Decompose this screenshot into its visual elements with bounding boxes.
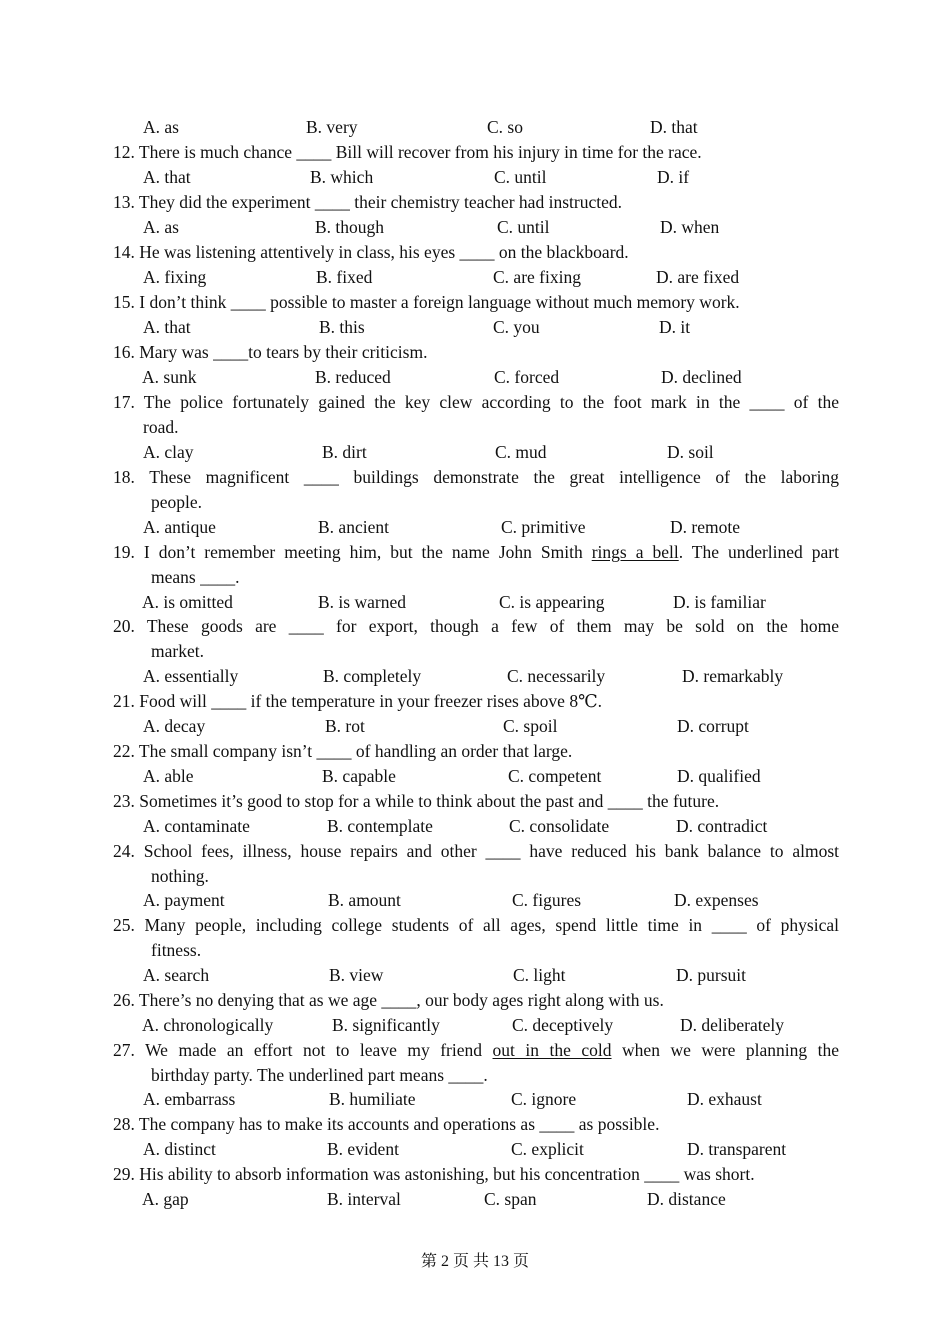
q18-option-d: D. remote (670, 517, 740, 537)
q13-stem: 13. They did the experiment ____ their chemistry teacher had instructed. (113, 192, 622, 212)
q24-option-c: C. figures (512, 890, 582, 910)
q22-stem: 22. The small company isn’t ____ of handling an order that large. (113, 741, 573, 761)
q28-option-d: D. transparent (687, 1139, 787, 1159)
q15-option-b: B. this (319, 317, 365, 337)
q19-underlined-phrase: rings a bell (591, 542, 679, 562)
q27-stem-pre: 27. We made an effort not to leave my friend (113, 1040, 493, 1060)
q27-underlined-phrase: out in the cold (492, 1040, 612, 1060)
q11-option-d: D. that (650, 117, 698, 137)
q11-option-c: C. so (487, 117, 523, 137)
q24-option-b: B. amount (328, 890, 401, 910)
q22-option-a: A. able (143, 766, 194, 786)
q29-option-c: C. span (484, 1189, 537, 1209)
q27-stem (113, 1040, 839, 1060)
q14-option-d: D. are fixed (656, 267, 740, 287)
q21-option-c: C. spoil (503, 716, 558, 736)
q13-option-a: A. as (143, 217, 179, 237)
q17-option-b: B. dirt (322, 442, 367, 462)
q17-stem: 17. The police fortunately gained the key clew according to the foot mark in the ____ of the (113, 392, 839, 412)
q12-stem: 12. There is much chance ____ Bill will recover from his injury in time for the race. (113, 142, 702, 162)
q24-option-a: A. payment (143, 890, 225, 910)
q15-stem: 15. I don’t think ____ possible to master a foreign language without much memory work. (113, 292, 740, 312)
q26-option-c: C. deceptively (512, 1015, 614, 1035)
q17-option-d: D. soil (667, 442, 714, 462)
q21-stem: 21. Food will ____ if the temperature in your freezer rises above 8℃. (113, 691, 603, 711)
q26-option-d: D. deliberately (680, 1015, 784, 1035)
q18-option-c: C. primitive (501, 517, 586, 537)
q20-option-a: A. essentially (143, 666, 239, 686)
q13-option-d: D. when (660, 217, 720, 237)
q19-stem-post: . The underlined part (678, 542, 839, 562)
q28-option-a: A. distinct (143, 1139, 216, 1159)
q23-option-c: C. consolidate (509, 816, 610, 836)
q12-option-d: D. if (657, 167, 690, 187)
q24-stem: 24. School fees, illness, house repairs and other ____ have reduced his bank balance to almost (113, 841, 839, 861)
q15-option-d: D. it (659, 317, 691, 337)
q25-stem-continued: fitness. (151, 940, 202, 960)
q17-stem-continued: road. (143, 417, 179, 437)
q27-option-a: A. embarrass (143, 1089, 236, 1109)
q20-stem-continued: market. (151, 641, 204, 661)
q12-option-a: A. that (143, 167, 191, 187)
q23-option-d: D. contradict (676, 816, 768, 836)
q18-stem: 18. These magnificent ____ buildings demonstrate the great intelligence of the laboring (113, 467, 839, 487)
q18-option-a: A. antique (143, 517, 216, 537)
q14-option-a: A. fixing (143, 267, 207, 287)
q15-option-a: A. that (143, 317, 191, 337)
q25-option-d: D. pursuit (676, 965, 746, 985)
q28-option-c: C. explicit (511, 1139, 584, 1159)
q14-option-c: C. are fixing (493, 267, 581, 287)
q27-stem-post: when we were planning the (611, 1040, 840, 1060)
q25-option-a: A. search (143, 965, 210, 985)
q13-option-c: C. until (497, 217, 550, 237)
q22-option-c: C. competent (508, 766, 602, 786)
q26-stem: 26. There’s no denying that as we age ____, our body ages right along with us. (113, 990, 664, 1010)
q29-option-a: A. gap (142, 1189, 189, 1209)
q23-option-a: A. contaminate (143, 816, 250, 836)
q16-option-c: C. forced (494, 367, 560, 387)
q24-option-d: D. expenses (674, 890, 759, 910)
q20-option-b: B. completely (323, 666, 422, 686)
q27-stem-continued: birthday party. The underlined part means ____. (151, 1065, 488, 1085)
q27-option-b: B. humiliate (329, 1089, 416, 1109)
q23-stem: 23. Sometimes it’s good to stop for a while to think about the past and ____ the future. (113, 791, 720, 811)
q22-option-d: D. qualified (677, 766, 761, 786)
q17-option-c: C. mud (495, 442, 547, 462)
page-footer: 第 2 页 共 13 页 (420, 1253, 529, 1270)
q19-option-c: C. is appearing (499, 592, 605, 612)
q14-option-b: B. fixed (316, 267, 373, 287)
q21-option-d: D. corrupt (677, 716, 749, 736)
q12-option-b: B. which (310, 167, 374, 187)
q29-option-b: B. interval (327, 1189, 401, 1209)
q22-option-b: B. capable (322, 766, 396, 786)
q20-option-d: D. remarkably (682, 666, 784, 686)
q24-stem-continued: nothing. (151, 866, 209, 886)
q29-option-d: D. distance (647, 1189, 726, 1209)
q19-stem-continued: means ____. (151, 567, 240, 587)
q26-option-b: B. significantly (332, 1015, 440, 1035)
q21-option-b: B. rot (325, 716, 365, 736)
q20-stem: 20. These goods are ____ for export, though a few of them may be sold on the home (113, 616, 839, 636)
q11-option-b: B. very (306, 117, 358, 137)
q21-option-a: A. decay (143, 716, 206, 736)
q12-option-c: C. until (494, 167, 547, 187)
q19-stem-pre: 19. I don’t remember meeting him, but the name John Smith (113, 542, 592, 562)
q28-stem: 28. The company has to make its accounts and operations as ____ as possible. (113, 1114, 660, 1134)
q29-stem: 29. His ability to absorb information was astonishing, but his concentration ____ was short. (113, 1164, 755, 1184)
q16-option-d: D. declined (661, 367, 742, 387)
q19-option-a: A. is omitted (142, 592, 233, 612)
q13-option-b: B. though (315, 217, 385, 237)
q25-option-b: B. view (329, 965, 384, 985)
q16-stem: 16. Mary was ____to tears by their criticism. (113, 342, 428, 362)
q23-option-b: B. contemplate (327, 816, 433, 836)
q20-option-c: C. necessarily (507, 666, 606, 686)
q19-option-d: D. is familiar (673, 592, 766, 612)
q16-option-b: B. reduced (315, 367, 391, 387)
q26-option-a: A. chronologically (142, 1015, 274, 1035)
q19-option-b: B. is warned (318, 592, 406, 612)
q15-option-c: C. you (493, 317, 540, 337)
q28-option-b: B. evident (327, 1139, 399, 1159)
q25-stem: 25. Many people, including college students of all ages, spend little time in ____ of physical (113, 915, 839, 935)
q14-stem: 14. He was listening attentively in class, his eyes ____ on the blackboard. (113, 242, 629, 262)
q11-option-a: A. as (143, 117, 179, 137)
q19-stem (113, 542, 839, 562)
q27-option-c: C. ignore (511, 1089, 577, 1109)
q17-option-a: A. clay (143, 442, 194, 462)
q25-option-c: C. light (513, 965, 566, 985)
q27-option-d: D. exhaust (687, 1089, 762, 1109)
q18-stem-continued: people. (151, 492, 203, 512)
q18-option-b: B. ancient (318, 517, 389, 537)
q16-option-a: A. sunk (142, 367, 197, 387)
